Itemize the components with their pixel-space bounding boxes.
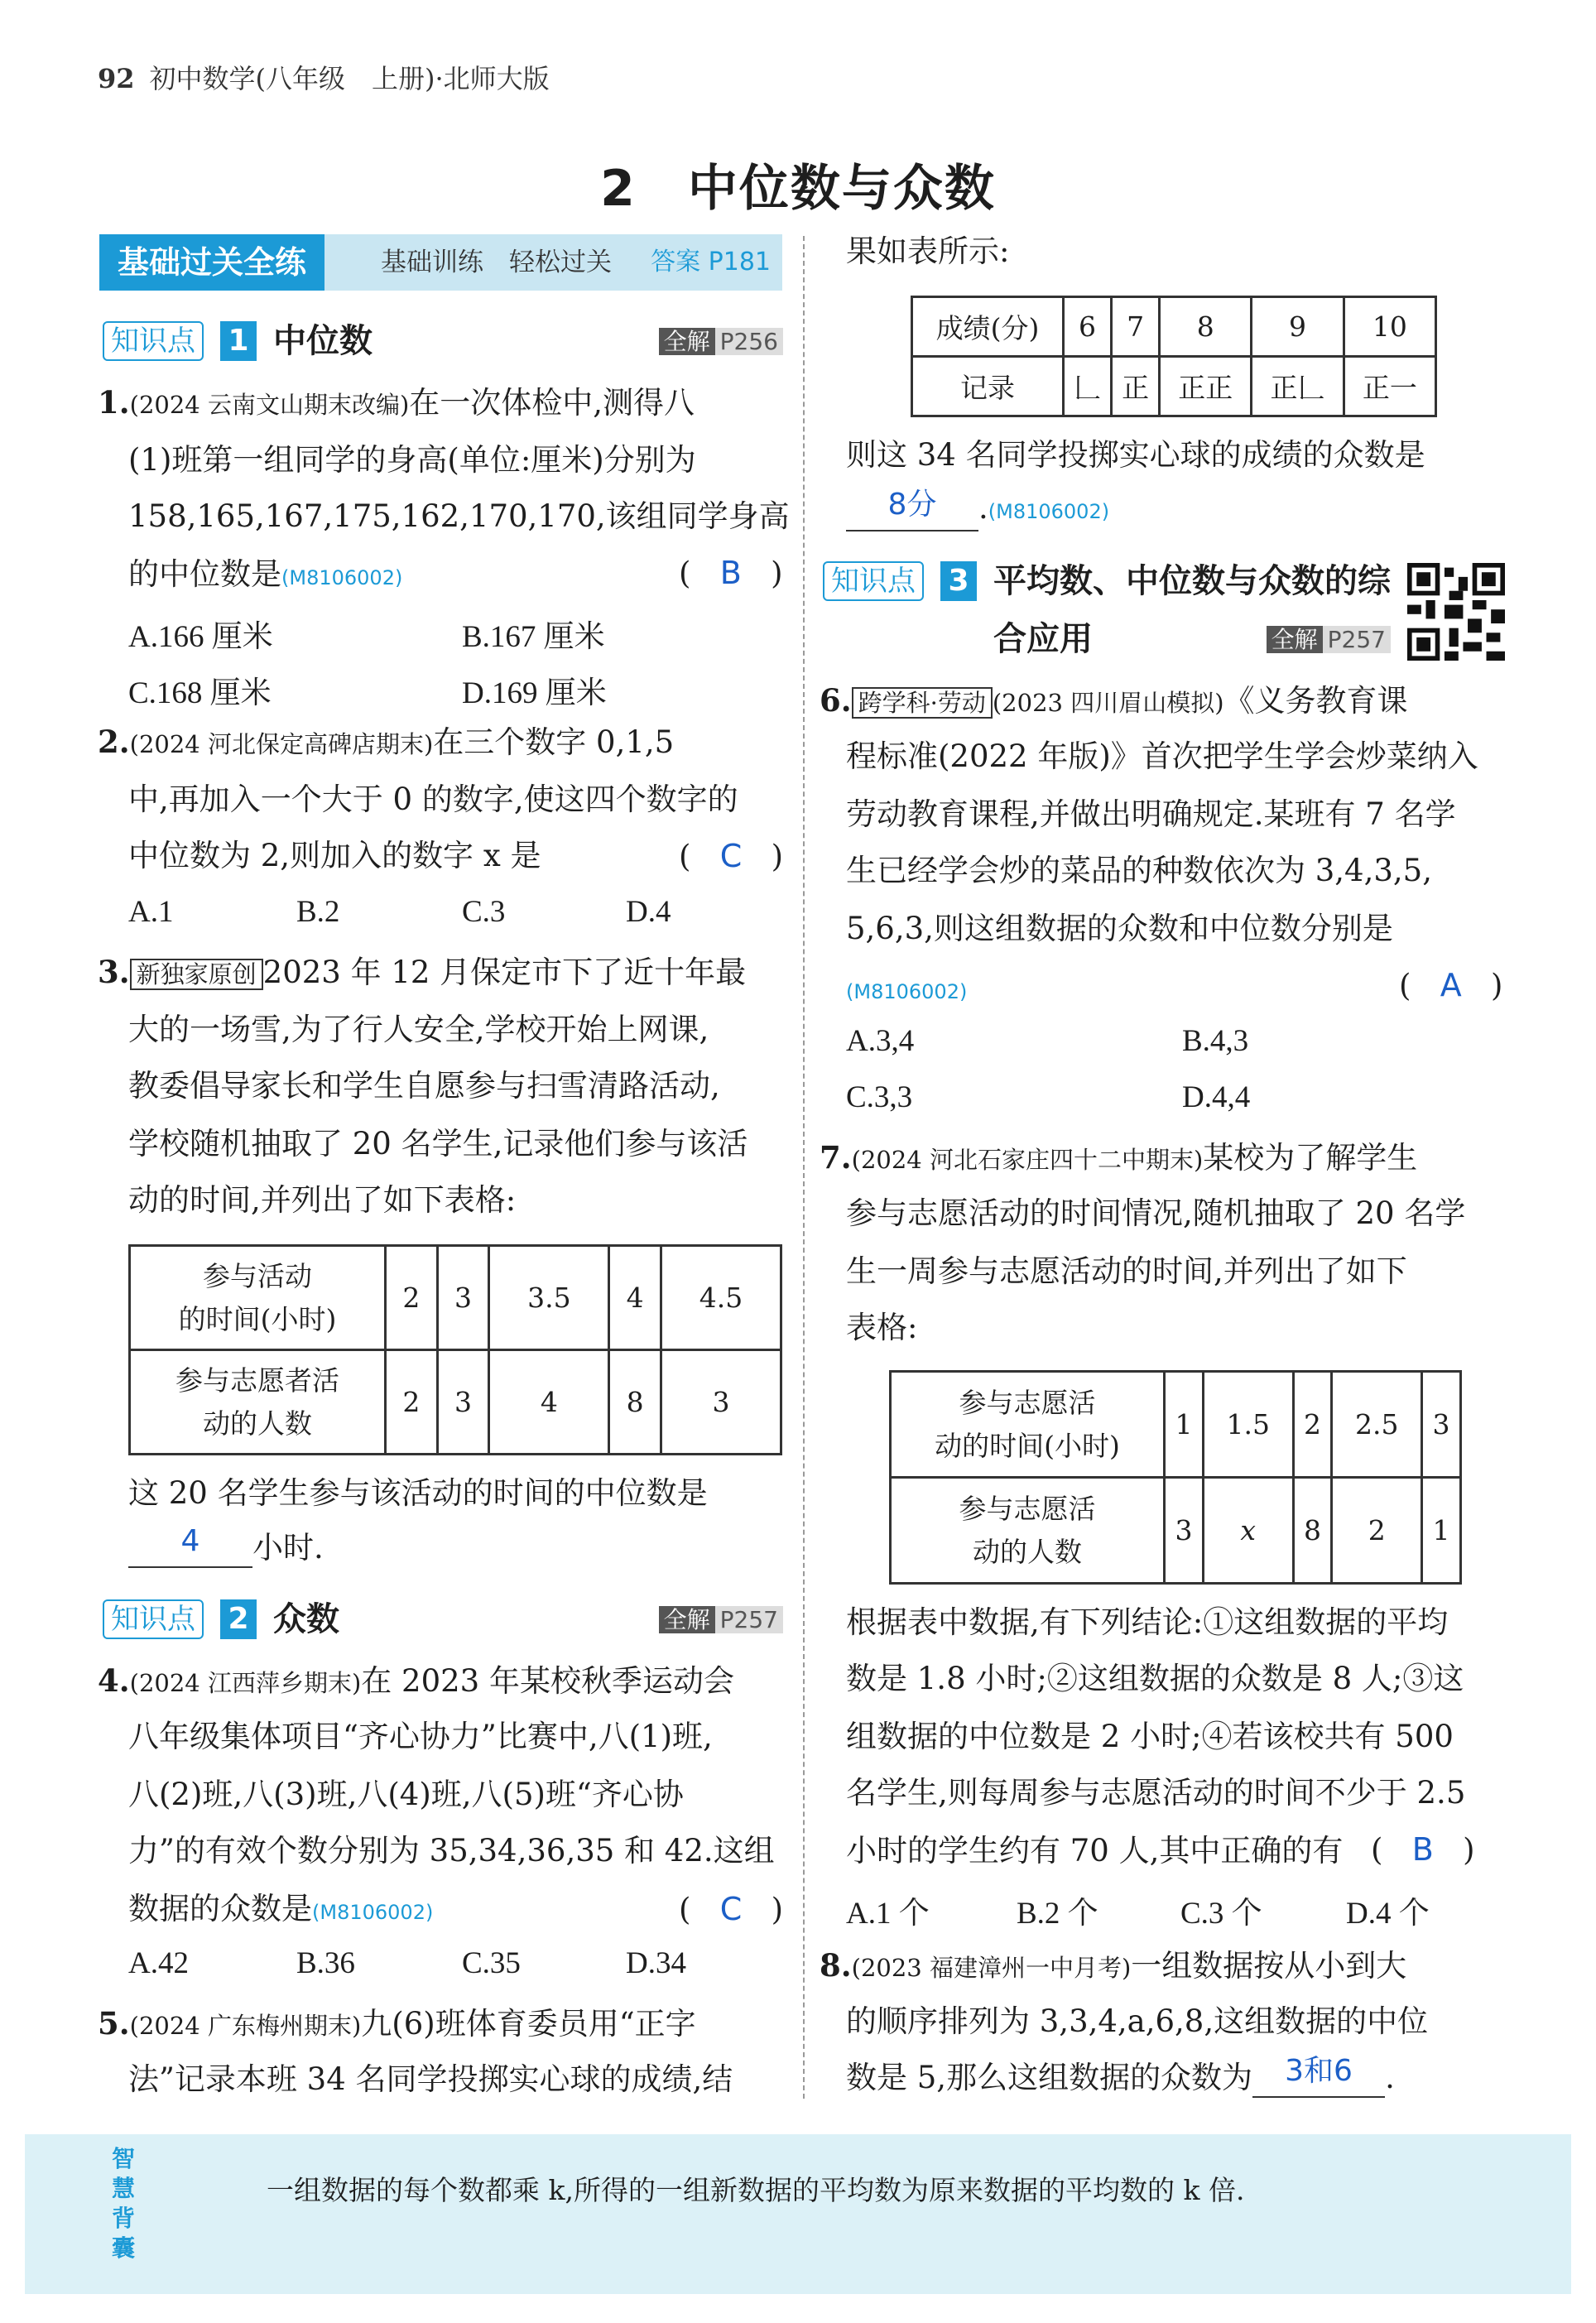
q6-option-a: A.3,4	[846, 1024, 915, 1058]
q7-option-d: D.4 个	[1346, 1897, 1430, 1931]
kp-name-cont: 合应用	[993, 620, 1093, 658]
kp-name: 中位数	[273, 322, 373, 360]
q3-cell: 4	[489, 1350, 609, 1455]
q3-cell: 3.5	[489, 1246, 609, 1350]
kp-number: 3	[940, 561, 977, 601]
q7-line-5: 根据表中数据,有下列结论:①这组数据的平均	[846, 1604, 1449, 1640]
q5-line-2: 法”记录本班 34 名同学投掷实心球的成绩,结	[128, 2061, 733, 2097]
tip-text: 一组数据的每个数都乘 k,所得的一组新数据的平均数为原来数据的平均数的 k 倍.	[267, 2174, 1245, 2206]
q5-cell: 𠃊	[1064, 357, 1112, 416]
q1-option-b: B.167 厘米	[462, 620, 605, 654]
q2-line-2: 中,再加入一个大于 0 的数字,使这四个数字的	[128, 782, 738, 817]
q7-line-9: 小时的学生约有 70 人,其中正确的有	[846, 1833, 1344, 1868]
q7-line-6: 数是 1.8 小时;②这组数据的众数是 8 人;③这	[846, 1661, 1464, 1696]
banner-answer-ref: 答案 P181	[651, 248, 771, 277]
solution-ref: 全解 P256	[659, 328, 783, 356]
q2-answer: ( C )	[679, 838, 784, 874]
solution-ref: 全解 P257	[1267, 626, 1391, 654]
q5-table-header-score: 成绩(分)	[912, 297, 1064, 357]
q2-option-d: D.4	[626, 895, 671, 929]
q5-line-1: 5.(2024 广东梅州期末)九(6)班体育委员用“正字	[98, 2005, 696, 2042]
kp-label: 知识点	[103, 321, 204, 361]
q6-option-d: D.4,4	[1182, 1080, 1251, 1114]
solution-ref: 全解 P257	[659, 1606, 783, 1634]
banner-subtitle: 基础训练 轻松过关	[381, 248, 612, 277]
q8-line-3: 数是 5,那么这组数据的众数为 3和6 .	[846, 2058, 1395, 2098]
q3-cell: 3	[437, 1246, 489, 1350]
knowledge-point-2-heading	[103, 1598, 783, 1641]
q7-cell: 8	[1293, 1478, 1332, 1584]
q7-table-header-1: 参与志愿活 动的时间(小时)	[891, 1372, 1165, 1478]
q4-option-b: B.36	[296, 1946, 355, 1980]
q1-line-4: 的中位数是(M8106002)	[128, 556, 403, 592]
q3-line-2: 大的一场雪,为了行人安全,学校开始上网课,	[128, 1012, 709, 1047]
q7-line-3: 生一周参与志愿活动的时间,并列出了如下	[846, 1253, 1407, 1289]
q7-cell: 1	[1422, 1478, 1461, 1584]
q4-line-3: 八(2)班,八(3)班,八(4)班,八(5)班“齐心协	[128, 1777, 684, 1812]
q7-option-c: C.3 个	[1180, 1897, 1262, 1931]
tip-bar	[25, 2134, 1571, 2294]
q1-option-a: A.166 厘米	[128, 620, 273, 654]
q6-line-4: 生已经学会炒的菜品的种数依次为 3,4,3,5,	[846, 853, 1432, 888]
q4-option-a: A.42	[128, 1946, 189, 1980]
q3-cell: 2	[386, 1350, 438, 1455]
q7-cell: 2	[1332, 1478, 1422, 1584]
q3-cell: 4	[609, 1246, 661, 1350]
tip-side-label: 智慧背囊	[112, 2145, 136, 2262]
q5-cell: 10	[1344, 297, 1435, 357]
q7-line-4: 表格:	[846, 1310, 918, 1345]
q7-table	[889, 1370, 1462, 1585]
q7-cell: 3	[1165, 1478, 1204, 1584]
q4-line-1: 4.(2024 江西萍乡期末)在 2023 年某校秋季运动会	[98, 1662, 734, 1699]
q4-line-5: 数据的众数是(M8106002)	[128, 1891, 434, 1926]
q6-code: (M8106002)	[846, 980, 968, 1003]
q3-line-6: 这 20 名学生参与该活动的时间的中位数是	[128, 1475, 708, 1511]
q2-line-1: 2.(2024 河北保定高碑店期末)在三个数字 0,1,5	[98, 724, 675, 760]
q5-line-4: 则这 34 名同学投掷实心球的成绩的众数是	[846, 437, 1425, 473]
q1-option-c: C.168 厘米	[128, 676, 272, 710]
q6-option-c: C.3,3	[846, 1080, 913, 1114]
q5-cell: 正正	[1160, 357, 1252, 416]
q7-option-b: B.2 个	[1017, 1897, 1098, 1931]
q4-option-c: C.35	[462, 1946, 521, 1980]
q5-answer-line: 8分 .(M8106002)	[846, 488, 1109, 531]
q7-cell: 3	[1422, 1372, 1461, 1478]
q1-answer: ( B )	[679, 555, 783, 591]
q3-table-header-1: 参与活动 的时间(小时)	[130, 1246, 386, 1350]
q1-line-3: 158,165,167,175,162,170,170,该组同学身高	[128, 498, 790, 534]
q5-table-header-record: 记录	[912, 357, 1064, 416]
q3-cell: 4.5	[661, 1246, 781, 1350]
practice-banner	[99, 234, 782, 291]
q7-option-a: A.1 个	[846, 1897, 930, 1931]
q6-answer: ( A )	[1399, 967, 1503, 1003]
q7-cell: 1	[1165, 1372, 1204, 1478]
knowledge-point-1-heading	[103, 320, 783, 363]
q3-cell: 3	[437, 1350, 489, 1455]
q8-line-1: 8.(2023 福建漳州一中月考)一组数据按从小到大	[820, 1947, 1407, 1984]
q7-table-header-2: 参与志愿活 动的人数	[891, 1478, 1165, 1584]
q5-line-3: 果如表所示:	[846, 233, 1010, 269]
q3-table-header-2: 参与志愿者活 动的人数	[130, 1350, 386, 1455]
kp-number: 1	[220, 321, 257, 361]
q5-cell: 正一	[1344, 357, 1435, 416]
q5-cell: 9	[1252, 297, 1344, 357]
q7-answer: ( B )	[1371, 1831, 1475, 1868]
q7-cell: x	[1203, 1478, 1293, 1584]
qr-code-icon[interactable]	[1407, 563, 1505, 661]
q3-cell: 2	[386, 1246, 438, 1350]
q7-line-7: 组数据的中位数是 2 小时;④若该校共有 500	[846, 1719, 1454, 1754]
banner-tag: 基础过关全练	[99, 234, 324, 291]
q7-line-1: 7.(2024 河北石家庄四十二中期末)某校为了解学生	[820, 1139, 1418, 1176]
running-header	[98, 58, 550, 96]
q1-line-1: 1.(2024 云南文山期末改编)在一次体检中,测得八	[98, 384, 695, 421]
q5-cell: 8	[1160, 297, 1252, 357]
q3-line-1: 3. 新独家原创 2023 年 12 月保定市下了近十年最	[98, 954, 747, 990]
q5-answer-blank: 8分	[846, 493, 978, 531]
book-title: 初中数学(八年级 上册)·北师大版	[149, 63, 550, 94]
q1-option-d: D.169 厘米	[462, 676, 607, 710]
q2-option-a: A.1	[128, 895, 174, 929]
q6-line-2: 程标准(2022 年版)》首次把学生学会炒菜纳入	[846, 738, 1478, 774]
q3-cell: 8	[609, 1350, 661, 1455]
q3-line-5: 动的时间,并列出了如下表格:	[128, 1182, 517, 1218]
q5-cell: 正𠃊	[1252, 357, 1344, 416]
q8-line-2: 的顺序排列为 3,3,4,a,6,8,这组数据的中位	[846, 2003, 1429, 2039]
q4-line-4: 力”的有效个数分别为 35,34,36,35 和 42.这组	[128, 1833, 775, 1868]
q6-line-1: 6. 跨学科·劳动 (2023 四川眉山模拟)《义务教育课	[820, 682, 1408, 719]
column-divider	[803, 236, 805, 2099]
q4-line-2: 八年级集体项目“齐心协力”比赛中,八(1)班,	[128, 1719, 713, 1754]
q3-answer-line: 4 小时.	[128, 1528, 324, 1568]
q3-answer-blank: 4	[128, 1530, 252, 1568]
q7-cell: 1.5	[1203, 1372, 1293, 1478]
q2-option-b: B.2	[296, 895, 340, 929]
q2-option-c: C.3	[462, 895, 506, 929]
q6-line-3: 劳动教育课程,并做出明确规定.某班有 7 名学	[846, 796, 1456, 832]
section-title: 2 中位数与众数	[600, 160, 996, 218]
q3-line-4: 学校随机抽取了 20 名学生,记录他们参与该活	[128, 1126, 748, 1162]
q3-table	[128, 1244, 782, 1455]
q7-cell: 2.5	[1332, 1372, 1422, 1478]
q6-option-b: B.4,3	[1182, 1024, 1249, 1058]
q4-answer: ( C )	[679, 1891, 784, 1927]
q5-cell: 正	[1112, 357, 1160, 416]
q3-line-3: 教委倡导家长和学生自愿参与扫雪清路活动,	[128, 1068, 720, 1104]
q7-line-8: 名学生,则每周参与志愿活动的时间不少于 2.5	[846, 1775, 1466, 1811]
q7-line-2: 参与志愿活动的时间情况,随机抽取了 20 名学	[846, 1195, 1466, 1231]
kp-name: 平均数、中位数与众数的综	[993, 562, 1391, 600]
kp-label: 知识点	[823, 561, 924, 601]
q6-line-5: 5,6,3,则这组数据的众数和中位数分别是	[846, 911, 1393, 946]
q5-cell: 7	[1112, 297, 1160, 357]
kp-name: 众数	[273, 1600, 339, 1638]
q8-answer-blank: 3和6	[1252, 2060, 1385, 2098]
q2-line-3: 中位数为 2,则加入的数字 x 是	[128, 838, 541, 873]
q5-cell: 6	[1064, 297, 1112, 357]
kp-number: 2	[220, 1599, 257, 1639]
kp-label: 知识点	[103, 1599, 204, 1639]
q3-cell: 3	[661, 1350, 781, 1455]
q7-cell: 2	[1293, 1372, 1332, 1478]
q1-line-2: (1)班第一组同学的身高(单位:厘米)分别为	[128, 442, 696, 478]
q5-table	[911, 296, 1437, 417]
page-number: 92	[98, 63, 135, 94]
knowledge-point-3-heading-cont	[993, 618, 1391, 661]
q4-option-d: D.34	[626, 1946, 686, 1980]
